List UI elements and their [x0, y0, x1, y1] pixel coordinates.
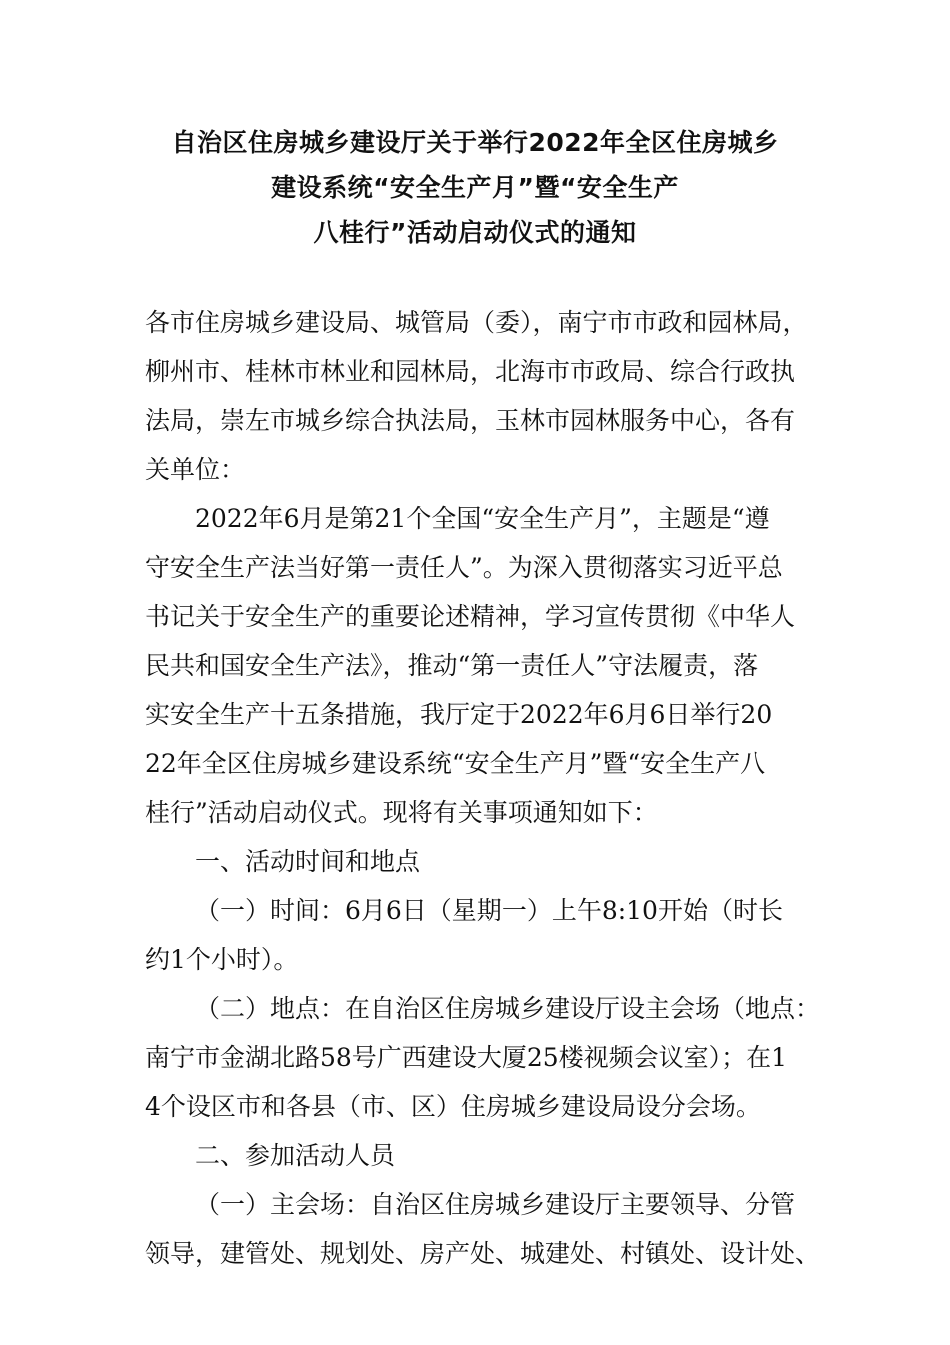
salutation-line: 各市住房城乡建设局、城管局（委），南宁市市政和园林局， [145, 308, 808, 337]
body-paragraph-line: （二）地点：在自治区住房城乡建设厅设主会场（地点： [195, 994, 821, 1023]
body-paragraph-line: （一）时间：6月6日（星期一）上午8:10开始（时长 [195, 896, 783, 925]
section-heading: 二、参加活动人员 [195, 1141, 396, 1170]
section-heading: 一、活动时间和地点 [195, 847, 421, 876]
body-paragraph-line: 领导，建管处、规划处、房产处、城建处、村镇处、设计处、 [145, 1239, 821, 1268]
body-paragraph-line: 4个设区市和各县（市、区）住房城乡建设局设分会场。 [145, 1092, 761, 1121]
document-title-line-3: 八桂行”活动启动仪式的通知 [313, 218, 637, 247]
body-paragraph-line: 守安全生产法当好第一责任人”。为深入贯彻落实习近平总 [145, 553, 783, 582]
document-title-line-1: 自治区住房城乡建设厅关于举行2022年全区住房城乡 [171, 128, 779, 157]
salutation-line: 柳州市、桂林市林业和园林局，北海市市政局、综合行政执 [145, 357, 796, 386]
document-title-line-2: 建设系统“安全生产月”暨“安全生产 [271, 173, 679, 202]
salutation-line: 法局，崇左市城乡综合执法局，玉林市园林服务中心，各有 [145, 406, 796, 435]
body-paragraph-line: 民共和国安全生产法》，推动“第一责任人”守法履责，落 [145, 651, 759, 680]
body-paragraph-line: 实安全生产十五条措施，我厅定于2022年6月6日举行20 [145, 700, 773, 729]
body-paragraph-line: 南宁市金湖北路58号广西建设大厦25楼视频会议室）；在1 [145, 1043, 788, 1072]
body-paragraph-line: 2022年6月是第21个全国“安全生产月”，主题是“遵 [195, 504, 770, 533]
salutation-line: 关单位： [145, 455, 246, 484]
body-paragraph-line: 22年全区住房城乡建设系统“安全生产月”暨“安全生产八 [145, 749, 766, 778]
body-paragraph-line: 书记关于安全生产的重要论述精神，学习宣传贯彻《中华人 [145, 602, 796, 631]
body-paragraph-line: 桂行”活动启动仪式。现将有关事项通知如下： [145, 798, 658, 827]
body-paragraph-line: （一）主会场：自治区住房城乡建设厅主要领导、分管 [195, 1190, 796, 1219]
body-paragraph-line: 约1个小时）。 [145, 945, 299, 974]
